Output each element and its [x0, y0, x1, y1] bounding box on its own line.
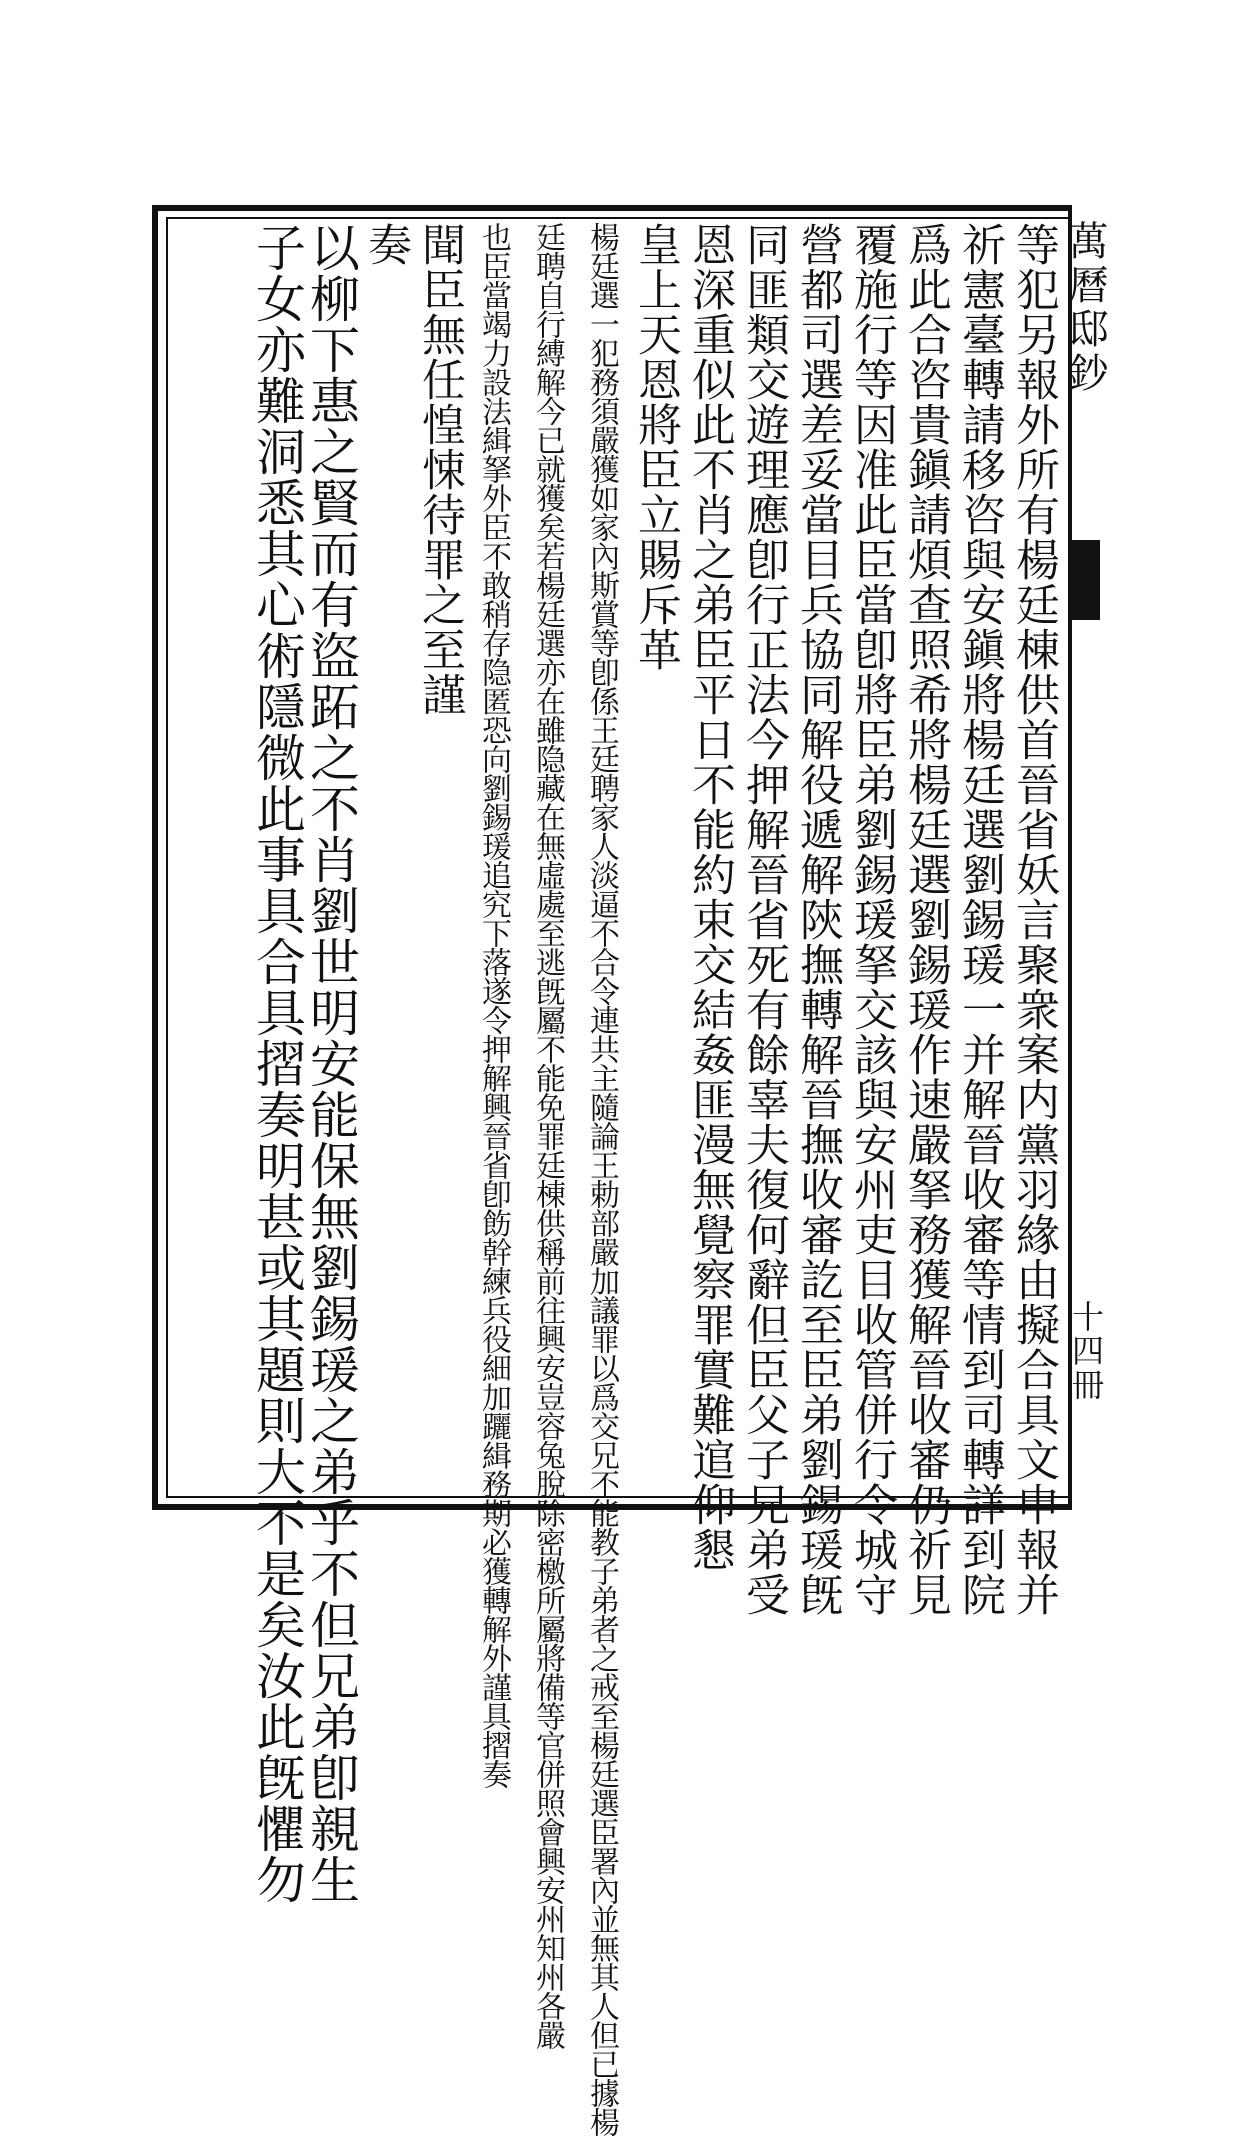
fish-tail-ornament [1068, 540, 1100, 620]
text-column: 聞臣無任惶悚待罪之至謹 [414, 222, 465, 717]
text-column: 皇上天恩將臣立賜斥革 [630, 222, 681, 672]
text-column: 祈憲臺轉請移咨與安鎭將楊廷選劉錫瑗一并解晉收審等情到司轉詳到院 [954, 222, 1005, 1617]
text-body [170, 222, 1060, 2136]
text-column-annotation: 楊廷選一犯務須嚴獲如家內斯賞等卽係王廷聘家人淡逼不合令連共主隨論王勅部嚴加議罪以爲交兄不能教子弟者之戒至楊廷選臣署內並無其人但已據楊 [584, 222, 619, 2136]
text-column: 恩深重似此不肖之弟臣平日不能約束交結姦匪漫無覺察罪實難逭仰懇 [684, 222, 735, 1572]
text-column: 同匪類交遊理應卽行正法今押解晉省死有餘辜夫復何辭但臣父子兄弟受 [738, 222, 789, 1617]
text-column-annotation: 也臣當竭力設法緝拏外臣不敢稍存隐匿恐向劉錫瑗追究下落遂令押解興晉省卽飭幹練兵役細加躧緝務期必獲轉解外謹具摺奏 [476, 222, 511, 1788]
text-column: 等犯另報外所有楊廷棟供首晉省妖言聚衆案内黨羽緣由擬合具文申報并 [1008, 222, 1059, 1617]
text-column-rescript: 以柳下惠之賢而有盜跖之不肖劉世明安能保無劉錫瑗之弟乎不但兄弟卽親生 [302, 222, 360, 1905]
text-column: 奏 [360, 222, 411, 267]
text-column: 爲此合咨貴鎭請煩查照希將楊廷選劉錫瑗作速嚴拏務獲解晉收審仍祈見 [900, 222, 951, 1617]
text-column-annotation: 廷聘自行縛解今已就獲矣若楊廷選亦在雖隐藏在無虛處至逃旣屬不能免罪廷棟供稱前往興安豈容兔脫除密檄所屬將備等官併照會興安州知州各嚴 [530, 222, 565, 2049]
text-column-rescript: 子女亦難洞悉其心術隱微此事具合具摺奏明甚或其題則大不是矣汝此旣懼勿 [248, 222, 306, 1905]
text-column: 覆施行等因准此臣當卽將臣弟劉錫瑗拏交該與安州吏目收管併行令城守 [846, 222, 897, 1617]
text-column: 營都司選差妥當目兵協同解役遞解陝撫轉解晉撫收審訖至臣弟劉錫瑗旣 [792, 222, 843, 1617]
margin-volume-label: 十四冊 [1067, 1300, 1105, 1402]
margin-book-title: 萬曆邸鈔 [1062, 220, 1108, 396]
